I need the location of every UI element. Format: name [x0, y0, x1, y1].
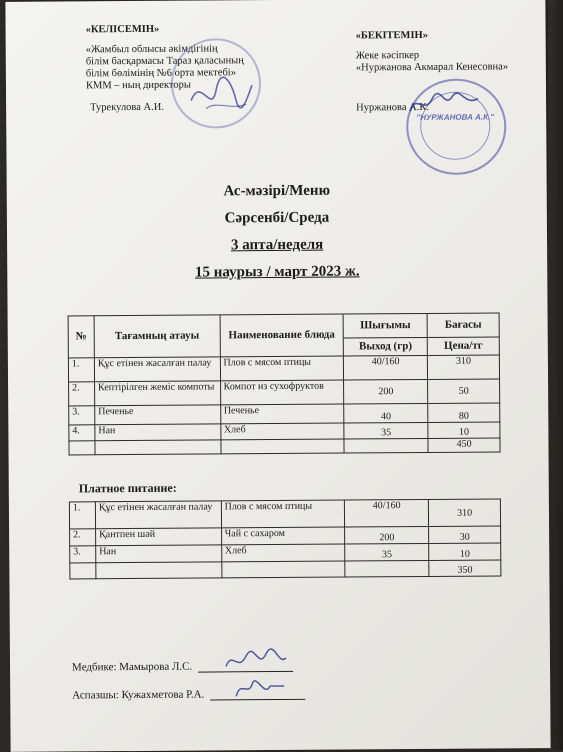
approval-left-signer: Турекулова А.И. [90, 101, 164, 114]
header-price-kz: Бағасы [427, 313, 499, 338]
row-name-kz: Нан [96, 545, 222, 563]
row-name-ru: Плов с мясом птицы [220, 356, 344, 381]
row-price: 10 [429, 543, 501, 561]
table-row [69, 379, 500, 406]
row-name-ru: Чай с сахаром [221, 527, 345, 545]
row-name-ru: Печенье [220, 404, 344, 424]
row-name-ru: Хлеб [221, 544, 345, 562]
row-name-kz: Құс етінен жасалған палау [94, 357, 220, 382]
menu-week: 3 апта/неделя [230, 236, 324, 254]
row-price: 310 [428, 355, 500, 380]
row-yield: 35 [344, 422, 428, 439]
row-yield: 40/160 [345, 499, 429, 527]
menu-document [5, 0, 550, 752]
menu-day: Сәрсенбі/Среда [224, 209, 330, 227]
approval-right-signer: Нуржанова А.К. [356, 101, 429, 114]
nurse-name: Медбике: Мамырова Л.С. [71, 660, 193, 674]
row-num: 3. [69, 406, 95, 425]
row-name-ru: Плов с мясом птицы [221, 500, 345, 528]
menu-title: Ас-мәзірі/Меню [223, 182, 331, 200]
row-num: 2. [70, 529, 96, 546]
approval-right-line: «Нуржанова Акмарал Кенесовна» [355, 61, 509, 74]
paid-meals-label: Платное питание: [78, 480, 177, 496]
approval-left-label: «КЕЛІСЕМІН» [85, 23, 160, 36]
director-signature-icon [186, 70, 256, 120]
row-price: 80 [428, 403, 500, 423]
row-yield: 40/160 [344, 355, 428, 380]
approval-left-line: КММ – ның директоры [85, 79, 191, 92]
cook-name: Аспазшы: Кужахметова Р.А. [72, 688, 205, 702]
row-yield: 200 [344, 379, 428, 404]
header-num: № [68, 316, 94, 358]
cook-signature-icon [230, 674, 290, 704]
table-row [68, 355, 499, 382]
row-yield: 40 [344, 403, 428, 423]
header-yield-ru: Выход (гр) [344, 337, 428, 356]
total-row [69, 438, 500, 455]
total-row [70, 560, 501, 579]
row-name-kz: Кептірілген жеміс компоты [94, 381, 220, 406]
menu-title-block [7, 176, 548, 288]
paid-total: 350 [429, 560, 501, 577]
approval-left-line: білім басқармасы Тараз қаласының [85, 55, 244, 68]
row-yield: 35 [345, 543, 429, 561]
stamp-name: "НУРЖАНОВА А.К." [416, 112, 495, 123]
row-name-kz: Қантпен шәй [96, 528, 222, 546]
menu-total: 450 [428, 438, 500, 453]
row-price: 10 [428, 422, 500, 439]
row-price: 310 [429, 499, 501, 527]
approval-right-line: Жеке кәсіпкер [355, 50, 420, 62]
row-name-kz: Нан [95, 424, 221, 441]
row-price: 50 [428, 379, 500, 404]
approval-left-line: «Жамбыл облысы әкімдігінің [85, 43, 218, 56]
row-name-ru: Компот из сухофруктов [220, 380, 344, 405]
header-yield-kz: Шығымы [343, 313, 427, 338]
table-row [69, 499, 500, 529]
row-num: 1. [68, 358, 94, 382]
nurse-signature-icon [220, 646, 290, 676]
row-num: 3. [70, 546, 96, 563]
row-num: 2. [69, 382, 95, 406]
header-name-kz: Тағамның атауы [94, 315, 220, 358]
row-num: 1. [69, 502, 95, 529]
entrepreneur-signature-icon [404, 87, 484, 120]
paid-table [69, 498, 502, 579]
approval-right-label: «БЕКІТЕМІН» [355, 29, 428, 42]
row-num: 4. [69, 425, 95, 441]
approval-left-line: білім бөлімінің №6 орта мектебі» [85, 67, 236, 80]
menu-table [68, 312, 501, 455]
row-yield: 200 [345, 526, 429, 544]
row-price: 30 [429, 526, 501, 544]
row-name-ru: Хлеб [220, 423, 344, 440]
row-name-kz: Печенье [95, 405, 221, 425]
background-edge [548, 0, 563, 750]
header-price-ru: Цена/тг [427, 337, 499, 356]
row-name-kz: Құс етінен жасалған палау [95, 501, 221, 529]
header-name-ru: Наименование блюда [220, 314, 344, 357]
menu-date: 15 наурыз / март 2023 ж. [194, 263, 360, 281]
